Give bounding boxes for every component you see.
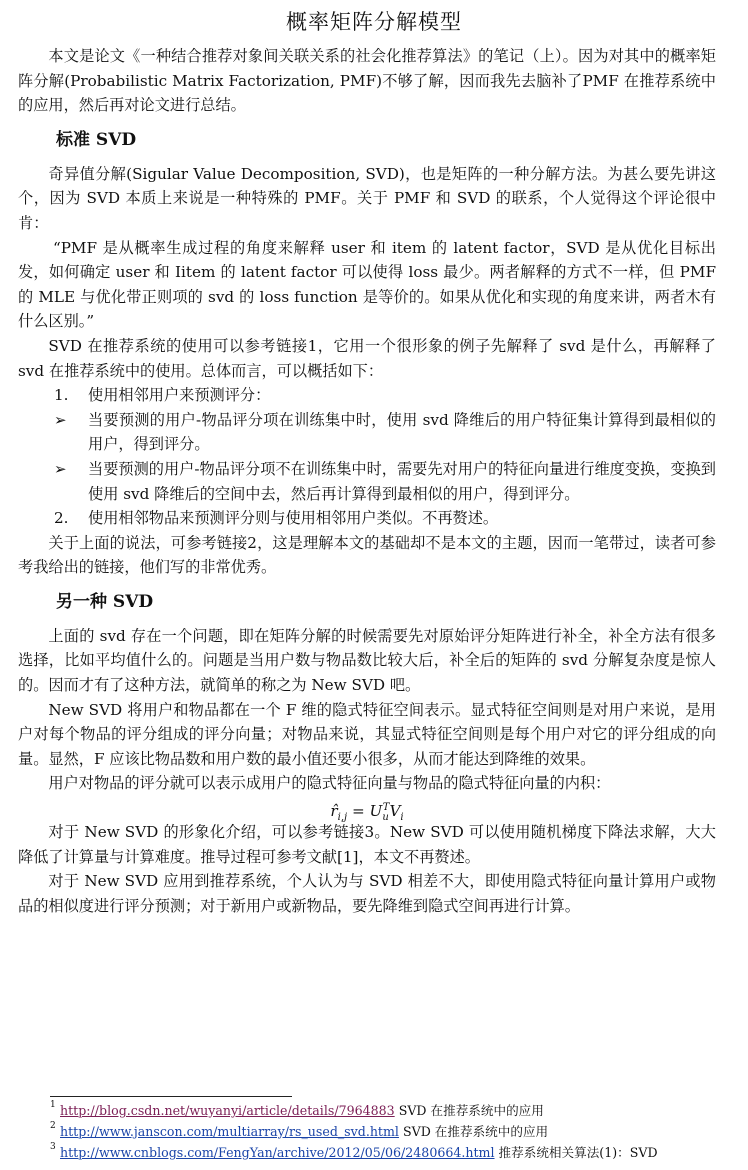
footnote-link[interactable]: http://www.cnblogs.com/FengYan/archive/2012/05/06/2480664.html bbox=[60, 1145, 495, 1160]
list-marker: 1. bbox=[54, 386, 69, 405]
paragraph: 奇异值分解(Sigular Value Decomposition, SVD)，也是矩阵的一种分解方法。为甚么要先讲这个，因为 SVD 本质上来说是一种特殊的 PMF。关于 PMF 和 SVD 的联系，个人觉得这个评论很中肯： bbox=[18, 164, 716, 232]
section-heading-new-svd: 另一种 SVD bbox=[56, 591, 154, 612]
footnote-link[interactable]: http://www.janscon.com/multiarray/rs_used_svd.html bbox=[60, 1124, 399, 1139]
formula bbox=[18, 796, 716, 824]
formula-v: V bbox=[389, 802, 401, 821]
footnote bbox=[50, 1100, 730, 1121]
footnote-note: SVD 在推荐系统中的应用 bbox=[402, 1124, 549, 1139]
intro-paragraph: 本文是论文《一种结合推荐对象间关联关系的社会化推荐算法》的笔记（上）。因为对其中的概率矩阵分解(Probabilistic Matrix Factorization, PMF)不够了解，因而我先去脑补了PMF 在推荐系统中的应用，然后再对论文进行总结。 bbox=[18, 47, 716, 115]
footnote-divider bbox=[50, 1096, 292, 1097]
list-item-text: 当要预测的用户-物品评分项不在训练集中时，需要先对用户的特征向量进行维度变换，变换到使用 svd 降维后的空间中去，然后再计算得到最相似的用户，得到评分。 bbox=[88, 459, 716, 503]
list-marker: 2. bbox=[54, 509, 69, 528]
paragraph: SVD 在推荐系统的使用可以参考链接1，它用一个很形象的例子先解释了 svd 是什么，再解释了 svd 在推荐系统中的使用。总体而言，可以概括如下： bbox=[18, 336, 716, 380]
formula-u: U bbox=[369, 802, 383, 821]
section-heading-standard-svd: 标准 SVD bbox=[56, 129, 137, 150]
list-item bbox=[18, 383, 716, 408]
formula-eq: = bbox=[351, 802, 365, 821]
paragraph: 对于 New SVD 应用到推荐系统，个人认为与 SVD 相差不大，即使用隐式特征向量计算用户或物品的相似度进行评分预测；对于新用户或新物品，要先降维到隐式空间再进行计算。 bbox=[18, 872, 716, 915]
page-title: 概率矩阵分解模型 bbox=[286, 10, 462, 34]
list-item bbox=[18, 457, 716, 506]
footnote-number: 3 bbox=[50, 1142, 56, 1152]
list-item bbox=[18, 408, 716, 457]
document-body bbox=[18, 44, 716, 918]
list-item-text: 使用相邻物品来预测评分则与使用相邻用户类似。不再赘述。 bbox=[88, 509, 499, 528]
list-item-text: 使用相邻用户来预测评分： bbox=[88, 386, 271, 405]
arrow-bullet-icon: ➢ bbox=[54, 459, 67, 478]
footnote-number: 2 bbox=[50, 1121, 56, 1131]
footnote bbox=[50, 1121, 730, 1142]
formula-lhs: r̂ bbox=[330, 802, 338, 821]
formula-u-sup: T bbox=[382, 802, 390, 814]
paragraph: 上面的 svd 存在一个问题，即在矩阵分解的时候需要先对原始评分矩阵进行补全，补全方法有很多选择，比如平均值什么的。问题是当用户数与物品数比较大后，补全后的矩阵的 svd 分解复杂度是惊人的。因而才有了这种方法，就简单的称之为 New SVD 吧。 bbox=[18, 626, 716, 695]
footnote-link[interactable]: http://blog.csdn.net/wuyanyi/article/details/7964883 bbox=[60, 1103, 395, 1118]
arrow-bullet-icon: ➢ bbox=[54, 410, 67, 429]
footnote-number: 1 bbox=[50, 1100, 56, 1110]
footnotes bbox=[50, 1100, 730, 1163]
footnote bbox=[50, 1142, 730, 1163]
list-item bbox=[18, 506, 716, 531]
formula-v-sub: i bbox=[400, 812, 404, 824]
formula-lhs-sub: i,j bbox=[337, 812, 348, 824]
paragraph: 用户对物品的评分就可以表示成用户的隐式特征向量与物品的隐式特征向量的内积： bbox=[48, 774, 611, 793]
paragraph: 关于上面的说法，可参考链接2，这是理解本文的基础却不是本文的主题，因而一笔带过，读者可参考我给出的链接，他们写的非常优秀。 bbox=[18, 533, 716, 577]
list-item-text: 当要预测的用户-物品评分项在训练集中时，使用 svd 降维后的用户特征集计算得到最相似的用户，得到评分。 bbox=[88, 410, 716, 454]
quote-paragraph: “PMF 是从概率生成过程的角度来解释 user 和 item 的 latent factor，SVD 是从优化目标出发，如何确定 user 和 Iitem 的 latent factor 可以使得 loss 最少。两者解释的方式不一样，但 PMF 的 MLE 与优化带正则项的 svd 的 loss function 是等价的。如果从优化和实现的角度来讲，两者木有什么区别。” bbox=[18, 238, 716, 331]
formula-u-sub: u bbox=[382, 812, 389, 824]
paragraph: New SVD 将用户和物品都在一个 F 维的隐式特征空间表示。显式特征空间则是对用户来说，是用户对每个物品的评分组成的评分向量；对物品来说，其显式特征空间则是每个用户对它的评分组成的向量。显然，F 应该比物品数和用户数的最小值还要小很多，从而才能达到降维的效果。 bbox=[18, 700, 716, 768]
paragraph: 对于 New SVD 的形象化介绍，可以参考链接3。New SVD 可以使用随机梯度下降法求解，大大降低了计算量与计算难度。推导过程可参考文献[1]，本文不再赘述。 bbox=[18, 823, 716, 866]
footnote-note: SVD 在推荐系统中的应用 bbox=[398, 1103, 544, 1118]
footnote-note: 推荐系统相关算法(1)：SVD bbox=[498, 1145, 658, 1160]
